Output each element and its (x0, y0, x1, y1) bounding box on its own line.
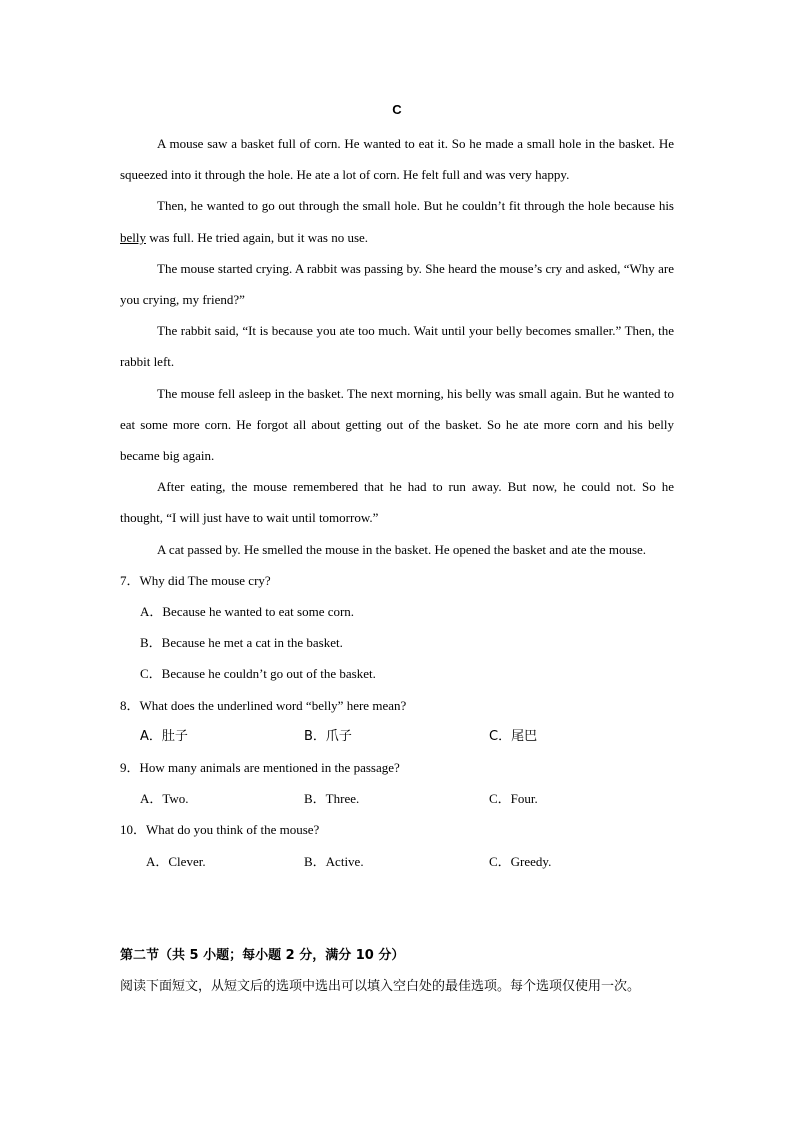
question-10-option-c: C．Greedy. (489, 853, 552, 869)
paragraph-3: The mouse started crying. A rabbit was passing by. She heard the mouse’s cry and asked, “Why are you crying, my friend?” (120, 260, 674, 308)
question-7-option-b: B．Because he met a cat in the basket. (140, 635, 343, 651)
underlined-word-belly: belly (120, 229, 146, 245)
question-7-stem: 7．Why did The mouse cry? (120, 572, 271, 588)
paragraph-5: The mouse fell asleep in the basket. The next morning, his belly was small again. But he wanted to eat some more corn. He forgot all about getting out of the basket. So he ate more corn and his belly became big again. (120, 385, 674, 464)
question-10-stem: 10．What do you think of the mouse? (120, 822, 320, 838)
question-8-options (120, 721, 674, 752)
passage-body (120, 128, 674, 877)
question-10-options (120, 846, 674, 877)
paragraph-1: A mouse saw a basket full of corn. He wanted to eat it. So he made a small hole in the basket. He squeezed into it through the hole. He ate a lot of corn. He felt full and was very happy. (120, 136, 674, 183)
paragraph-7: A cat passed by. He smelled the mouse in the basket. He opened the basket and ate the mouse. (157, 541, 647, 557)
section-2 (120, 940, 680, 1002)
question-9-option-c: C．Four. (489, 791, 538, 807)
question-9-option-b: B．Three. (304, 791, 360, 807)
question-9-stem: 9．How many animals are mentioned in the passage? (120, 760, 400, 776)
paragraph-2: Then, he wanted to go out through the small hole. But he couldn’t fit through the hole because his belly was full. He tried again, but it was no use. (120, 198, 674, 245)
question-8-option-a: A．肚子 (140, 728, 188, 744)
question-10-option-b: B．Active. (304, 853, 364, 869)
question-10-option-a: A．Clever. (146, 853, 206, 869)
question-8-stem: 8．What does the underlined word “belly” here mean? (120, 697, 407, 713)
paragraph-4: The rabbit said, “It is because you ate too much. Wait until your belly becomes smaller.” Then, the rabbit left. (120, 323, 674, 370)
question-7-option-a: A．Because he wanted to eat some corn. (140, 604, 355, 620)
question-8-option-b: B．爪子 (304, 728, 352, 744)
section-heading: 第二节（共 5 小题；每小题 2 分，满分 10 分） (120, 948, 405, 963)
section-instruction: 阅读下面短文，从短文后的选项中选出可以填入空白处的最佳选项。每个选项仅使用一次。 (120, 979, 641, 994)
question-8-option-c: C．尾巴 (489, 728, 538, 744)
question-9-options (120, 783, 674, 814)
question-7-option-c: C．Because he couldn’t go out of the basket. (140, 666, 376, 682)
passage-title: C (392, 102, 402, 117)
paragraph-6: After eating, the mouse remembered that he had to run away. But now, he could not. So he thought, “I will just have to wait until tomorrow.” (120, 479, 674, 526)
question-9-option-a: A．Two. (140, 791, 189, 807)
